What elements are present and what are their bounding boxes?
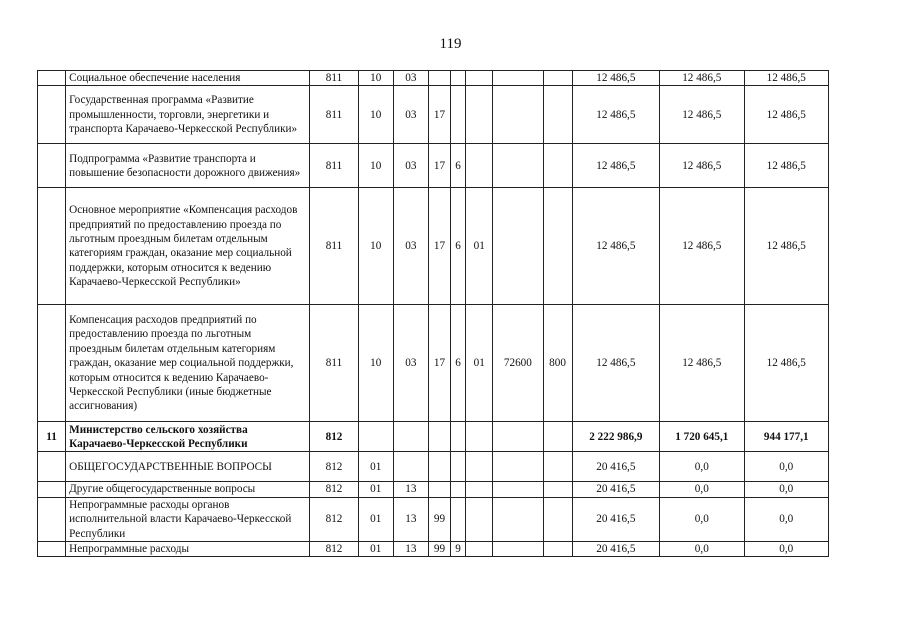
admin-code: 812 xyxy=(310,452,358,482)
expense-type-code xyxy=(543,188,572,305)
amount-year-2: 1 720 645,1 xyxy=(660,422,744,452)
amount-year-1: 2 222 986,9 xyxy=(572,422,659,452)
table-row xyxy=(38,71,829,86)
direction-code xyxy=(493,542,543,557)
row-name: Социальное обеспечение населения xyxy=(66,71,310,86)
row-number xyxy=(38,482,66,497)
table-row xyxy=(38,452,829,482)
main-activity-code xyxy=(466,497,493,541)
amount-year-3: 0,0 xyxy=(744,452,829,482)
row-number xyxy=(38,497,66,541)
subsection-code: 03 xyxy=(393,144,428,188)
program-code: 17 xyxy=(428,144,450,188)
subprogram-code xyxy=(451,497,466,541)
program-code: 17 xyxy=(428,188,450,305)
row-number xyxy=(38,71,66,86)
subprogram-code: 6 xyxy=(451,188,466,305)
main-activity-code xyxy=(466,71,493,86)
admin-code: 811 xyxy=(310,144,358,188)
admin-code: 811 xyxy=(310,71,358,86)
row-name: Основное мероприятие «Компенсация расходов предприятий по предоставлению проезда по льготным проездным билетам отдельным категориям граждан, оказание мер социальной поддержки, которым относится к ведению Карачаево-Черкесской Республики» xyxy=(66,188,310,305)
row-name: Другие общегосударственные вопросы xyxy=(66,482,310,497)
row-number xyxy=(38,86,66,144)
table-row xyxy=(38,86,829,144)
row-number xyxy=(38,542,66,557)
main-activity-code xyxy=(466,542,493,557)
amount-year-1: 20 416,5 xyxy=(572,482,659,497)
program-code xyxy=(428,452,450,482)
main-activity-code: 01 xyxy=(466,305,493,422)
row-number xyxy=(38,305,66,422)
section-code: 10 xyxy=(358,144,393,188)
amount-year-1: 20 416,5 xyxy=(572,542,659,557)
amount-year-3: 0,0 xyxy=(744,542,829,557)
section-code: 01 xyxy=(358,542,393,557)
expense-type-code xyxy=(543,452,572,482)
subsection-code xyxy=(393,452,428,482)
program-code: 17 xyxy=(428,86,450,144)
direction-code: 72600 xyxy=(493,305,543,422)
expense-type-code: 800 xyxy=(543,305,572,422)
amount-year-3: 12 486,5 xyxy=(744,305,829,422)
subsection-code xyxy=(393,422,428,452)
section-code: 10 xyxy=(358,71,393,86)
subprogram-code xyxy=(451,452,466,482)
main-activity-code xyxy=(466,86,493,144)
section-code: 10 xyxy=(358,305,393,422)
row-name: Государственная программа «Развитие промышленности, торговли, энергетики и транспорта Карачаево-Черкесской Республики» xyxy=(66,86,310,144)
direction-code xyxy=(493,422,543,452)
direction-code xyxy=(493,452,543,482)
amount-year-1: 12 486,5 xyxy=(572,305,659,422)
section-code: 01 xyxy=(358,482,393,497)
row-name: ОБЩЕГОСУДАРСТВЕННЫЕ ВОПРОСЫ xyxy=(66,452,310,482)
section-code: 10 xyxy=(358,86,393,144)
expense-type-code xyxy=(543,71,572,86)
admin-code: 811 xyxy=(310,86,358,144)
subprogram-code: 6 xyxy=(451,144,466,188)
amount-year-2: 12 486,5 xyxy=(660,86,744,144)
expense-type-code xyxy=(543,542,572,557)
subsection-code: 13 xyxy=(393,482,428,497)
table-row xyxy=(38,482,829,497)
subsection-code: 13 xyxy=(393,497,428,541)
row-name: Непрограммные расходы xyxy=(66,542,310,557)
row-name: Министерство сельского хозяйства Карачаево-Черкесской Республики xyxy=(66,422,310,452)
subsection-code: 03 xyxy=(393,71,428,86)
section-code xyxy=(358,422,393,452)
page-number: 119 xyxy=(439,36,462,52)
table-row xyxy=(38,188,829,305)
admin-code: 812 xyxy=(310,497,358,541)
amount-year-3: 12 486,5 xyxy=(744,188,829,305)
program-code: 99 xyxy=(428,542,450,557)
row-name: Компенсация расходов предприятий по предоставлению проезда по льготным проездным билетам отдельным категориям граждан, оказание мер социальной поддержки, которым относится к ведению Карачаево-Черкесской Республики (иные бюджетные ассигнования) xyxy=(66,305,310,422)
main-activity-code xyxy=(466,452,493,482)
direction-code xyxy=(493,482,543,497)
table-row xyxy=(38,144,829,188)
direction-code xyxy=(493,497,543,541)
subprogram-code xyxy=(451,482,466,497)
admin-code: 811 xyxy=(310,188,358,305)
expense-type-code xyxy=(543,482,572,497)
main-activity-code: 01 xyxy=(466,188,493,305)
main-activity-code xyxy=(466,422,493,452)
amount-year-3: 0,0 xyxy=(744,482,829,497)
expense-type-code xyxy=(543,144,572,188)
table-row xyxy=(38,542,829,557)
amount-year-2: 12 486,5 xyxy=(660,305,744,422)
row-name: Непрограммные расходы органов исполнительной власти Карачаево-Черкесской Республики xyxy=(66,497,310,541)
main-activity-code xyxy=(466,482,493,497)
amount-year-3: 944 177,1 xyxy=(744,422,829,452)
row-number: 11 xyxy=(38,422,66,452)
amount-year-1: 20 416,5 xyxy=(572,452,659,482)
amount-year-1: 12 486,5 xyxy=(572,144,659,188)
amount-year-1: 20 416,5 xyxy=(572,497,659,541)
amount-year-3: 12 486,5 xyxy=(744,71,829,86)
row-name: Подпрограмма «Развитие транспорта и повышение безопасности дорожного движения» xyxy=(66,144,310,188)
amount-year-1: 12 486,5 xyxy=(572,188,659,305)
section-code: 01 xyxy=(358,452,393,482)
amount-year-1: 12 486,5 xyxy=(572,86,659,144)
amount-year-2: 12 486,5 xyxy=(660,188,744,305)
subprogram-code xyxy=(451,422,466,452)
main-activity-code xyxy=(466,144,493,188)
direction-code xyxy=(493,71,543,86)
subprogram-code: 6 xyxy=(451,305,466,422)
amount-year-3: 12 486,5 xyxy=(744,144,829,188)
amount-year-2: 0,0 xyxy=(660,542,744,557)
admin-code: 811 xyxy=(310,305,358,422)
amount-year-3: 0,0 xyxy=(744,497,829,541)
section-code: 10 xyxy=(358,188,393,305)
program-code: 17 xyxy=(428,305,450,422)
admin-code: 812 xyxy=(310,542,358,557)
subsection-code: 13 xyxy=(393,542,428,557)
row-number xyxy=(38,452,66,482)
subsection-code: 03 xyxy=(393,305,428,422)
program-code xyxy=(428,422,450,452)
program-code xyxy=(428,71,450,86)
subsection-code: 03 xyxy=(393,188,428,305)
amount-year-2: 0,0 xyxy=(660,482,744,497)
program-code: 99 xyxy=(428,497,450,541)
table-row xyxy=(38,305,829,422)
expense-type-code xyxy=(543,86,572,144)
amount-year-2: 12 486,5 xyxy=(660,71,744,86)
amount-year-2: 0,0 xyxy=(660,452,744,482)
subprogram-code xyxy=(451,86,466,144)
amount-year-2: 0,0 xyxy=(660,497,744,541)
subprogram-code xyxy=(451,71,466,86)
amount-year-3: 12 486,5 xyxy=(744,86,829,144)
subsection-code: 03 xyxy=(393,86,428,144)
row-number xyxy=(38,144,66,188)
expense-type-code xyxy=(543,497,572,541)
admin-code: 812 xyxy=(310,482,358,497)
direction-code xyxy=(493,188,543,305)
budget-table xyxy=(37,70,829,557)
table-row xyxy=(38,422,829,452)
direction-code xyxy=(493,144,543,188)
admin-code: 812 xyxy=(310,422,358,452)
direction-code xyxy=(493,86,543,144)
subprogram-code: 9 xyxy=(451,542,466,557)
amount-year-2: 12 486,5 xyxy=(660,144,744,188)
table-row xyxy=(38,497,829,541)
program-code xyxy=(428,482,450,497)
section-code: 01 xyxy=(358,497,393,541)
expense-type-code xyxy=(543,422,572,452)
row-number xyxy=(38,188,66,305)
amount-year-1: 12 486,5 xyxy=(572,71,659,86)
